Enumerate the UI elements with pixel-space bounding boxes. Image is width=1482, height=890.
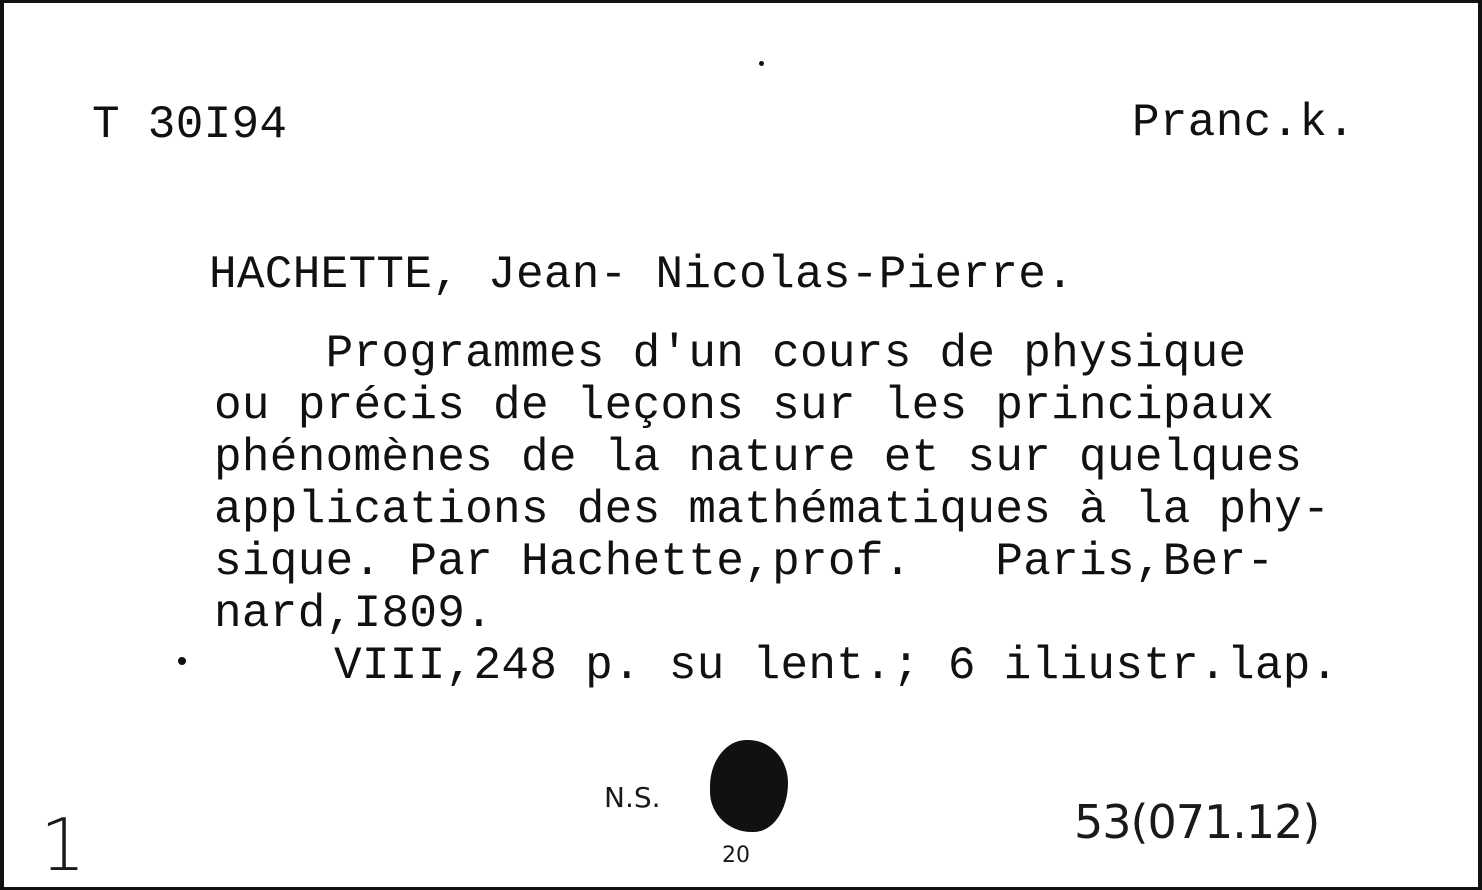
bullet-dot	[178, 657, 186, 665]
title-line-6: nard,I809.	[214, 588, 494, 640]
author-heading: HACHETTE, Jean- Nicolas-Pierre.	[209, 249, 1075, 301]
title-line-1: Programmes d'un cours de physique	[214, 328, 1247, 380]
collation: VIII,248 p. su lent.; 6 iliustr.lap.	[334, 640, 1339, 692]
location-code: Pranc.k.	[1132, 97, 1356, 149]
title-line-2: ou précis de leçons sur les principaux	[214, 380, 1275, 432]
call-number: T 30I94	[92, 99, 288, 151]
title-line-5: sique. Par Hachette,prof. Paris,Ber-	[214, 536, 1275, 588]
title-line-4: applications des mathématiques à la phy-	[214, 484, 1331, 536]
title-line-3: phénomènes de la nature et sur quelques	[214, 432, 1303, 484]
stamp-note: N.S.	[604, 781, 661, 814]
classification-number: 53(071.12)	[1074, 795, 1320, 849]
stamp-blot	[710, 740, 788, 832]
card-number: 1	[40, 803, 86, 887]
stamp-number: 20	[722, 843, 750, 868]
stray-dot	[759, 61, 764, 66]
